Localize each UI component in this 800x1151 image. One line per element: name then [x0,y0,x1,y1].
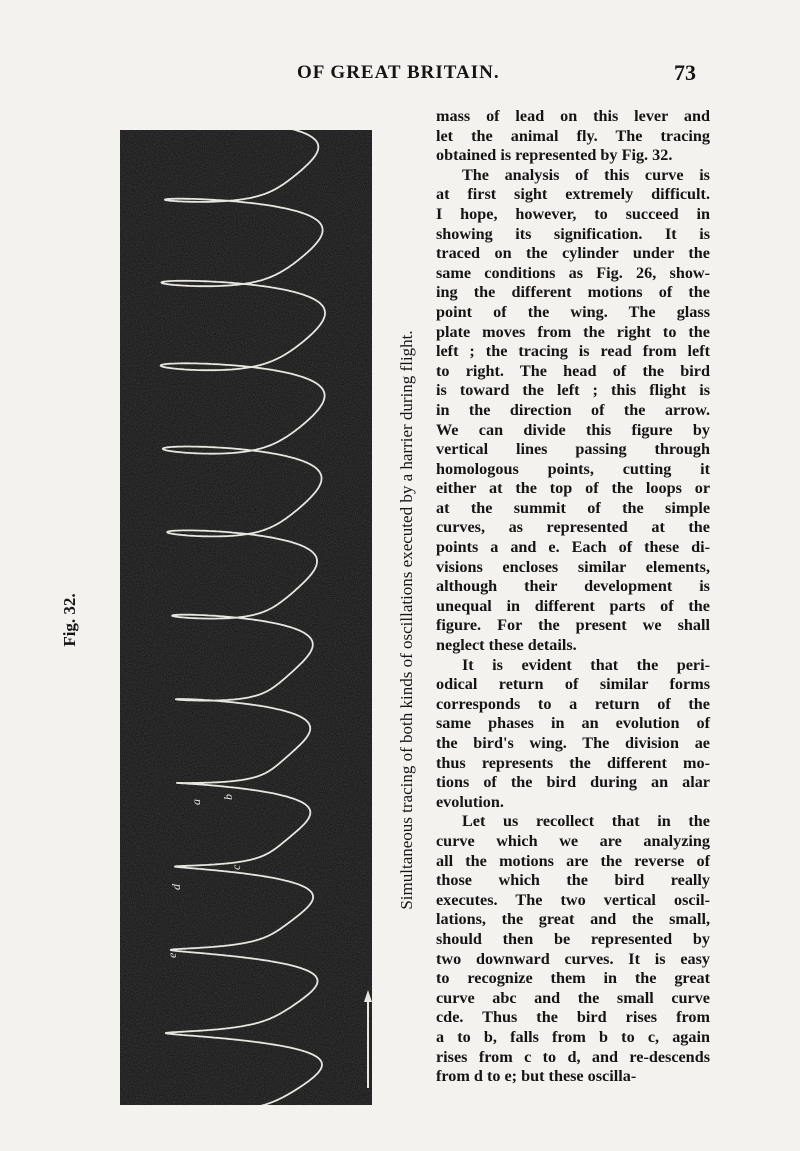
text-line: either at the top of the loops or [436,479,710,498]
text-line: showing its signification. It is [436,224,710,243]
running-head [0,60,800,88]
text-line: at first sight extremely difficult. [436,185,710,204]
paragraph [436,812,710,1086]
text-line: those which the bird really [436,871,710,890]
text-line: cde. Thus the bird rises from [436,1008,710,1027]
text-line: a to b, falls from b to c, again [436,1027,710,1046]
figure-letter-d: d [169,884,183,890]
text-line: neglect these details. [436,636,577,655]
text-line: curves, as represented at the [436,518,710,537]
text-line: from d to e; but these oscilla- [436,1067,637,1086]
text-line: traced on the cylinder under the [436,244,710,263]
figure-label: Fig. 32. [60,593,79,647]
oscillation-tracing [120,130,372,1105]
page-number: 73 [674,60,696,85]
text-line: visions encloses similar elements, [436,557,710,576]
text-line: all the motions are the reverse of [436,851,710,870]
text-line: obtained is represented by Fig. 32. [436,146,673,165]
text-line: to right. The head of the bird [436,361,710,380]
text-line: vertical lines passing through [436,440,710,459]
figure-letter-a: a [189,799,203,805]
text-line: is toward the left ; this flight is [436,381,710,400]
text-line: same conditions as Fig. 26, show- [436,263,710,282]
text-line: homologous points, cutting it [436,459,710,478]
text-line: The analysis of this curve is [462,165,710,184]
text-line: We can divide this figure by [436,420,710,439]
text-line: It is evident that the peri- [462,655,710,674]
text-line: in the direction of the arrow. [436,400,710,419]
text-line: curve which we are analyzing [436,831,710,850]
text-line: odical return of similar forms [436,675,710,694]
text-line: figure. For the present we shall [436,616,710,635]
text-line: left ; the tracing is read from left [436,342,710,361]
text-line: mass of lead on this lever and [436,107,710,125]
text-line: to recognize them in the great [436,969,710,988]
running-title: OF GREAT BRITAIN. [297,62,500,83]
text-line: although their development is [436,577,710,596]
text-line: lations, the great and the small, [436,910,710,929]
text-line: Let us recollect that in the [462,812,710,831]
figure-caption: Simultaneous tracing of both kinds of oscillations executed by a harrier during flight. [397,330,416,910]
text-line: plate moves from the right to the [436,322,710,341]
text-line: at the summit of the simple [436,498,710,517]
text-line: let the animal fly. The tracing [436,126,710,145]
figure-grain [120,130,372,1105]
paragraph [436,107,710,166]
paragraph [436,656,710,813]
text-line: rises from c to d, and re-descends [436,1047,710,1066]
text-line: should then be represented by [436,929,710,948]
figure-tracing-image [120,130,372,1105]
text-line: same phases in an evolution of [436,714,710,733]
text-line: the bird's wing. The division ae [436,734,710,752]
text-line: unequal in different parts of the [436,596,710,615]
body-text-column [436,107,710,1087]
text-line: I hope, however, to succeed in [436,204,710,223]
figure-letter-e: e [165,952,179,958]
paragraph [436,166,710,656]
text-line: tions of the bird during an alar [436,773,710,792]
text-line: points a and e. Each of these di- [436,538,710,557]
text-line: ing the different motions of the [436,283,710,302]
figure-letter-c: c [229,864,243,870]
text-line: point of the wing. The glass [436,302,710,321]
text-line: thus represents the different mo- [436,753,710,772]
text-line: evolution. [436,792,504,811]
text-line: curve abc and the small curve [436,988,710,1007]
text-line: two downward curves. It is easy [436,949,710,968]
text-line: corresponds to a return of the [436,694,710,713]
figure-letter-b: b [221,794,235,800]
text-line: executes. The two vertical oscil- [436,890,710,909]
